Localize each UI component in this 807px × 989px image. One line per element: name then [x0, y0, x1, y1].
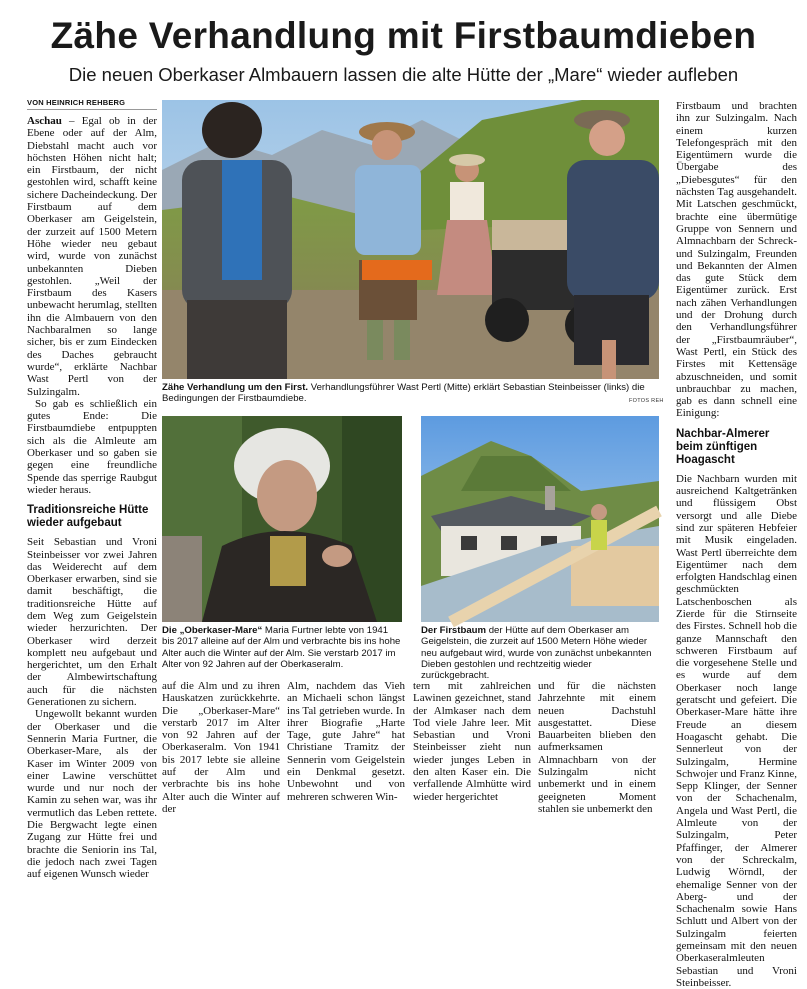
paragraph: Die Nachbarn wurden mit ausreichend Kaltgetränken und flüssigem Obst versorgt und alle Diebe sind zur späteren Hebfeier mit Musik eingeladen. Wast Pertl überreichte dem Eigentümer nach dem erfolgten Handschlag einen geschmückten Latschenboschen als Zierde für die Stirnseite des Firstes. Schnell hob die ganze Mannschaft den schweren Firstbaum auf die vorgesehene Stelle und es wurde auf dem Oberkaser noch lange geratscht und gefeiert. Die Oberkaser-Mare hätte ihre Freude an diesem Hoagascht gehabt. Die Sennerleut von der Sulzingalm, Hermine Schwojer und Franz Kinne, Sepp Klinger, der Senner von der Schachenalm, Angela und Wast Pertl, die Almleute von der Sulzingalm, Peter Pfaffinger, der Almerer von der Schreckalm, Ludwig Wörndl, der ehemalige Senner von der Aberg- und der Schachenalm sowie Hans Schlutt und Albert von der Sulzingalm feierten gemeinsam mit den neuen Oberkaseralmleuten Sebastian und Vroni Steinbeisser.: [676, 472, 797, 989]
photo-oberkaser-mare-image: [162, 416, 402, 622]
photo-oberkaser-hut: [421, 416, 659, 622]
subheadline: Die neuen Oberkaser Almbauern lassen die alte Hütte der „Mare“ wieder aufleben: [68, 64, 739, 85]
photo-oberkaser-mare: [162, 416, 402, 622]
photo-negotiation-image: [162, 100, 659, 379]
paragraph: So gab es schließlich ein gutes Ende: Die Firstbaumdiebe entpuppten sich als die Almleute am Oberkaser und so gaben sie gegen eine freundliche Spende das sperrige Raubgut wieder heraus.: [27, 397, 157, 496]
photo-oberkaser-hut-image: [421, 416, 659, 622]
article-column-1: [27, 115, 157, 881]
caption-lead: Zähe Verhandlung um den First.: [162, 382, 309, 393]
section-heading: Traditionsreiche Hütte wieder aufgebaut: [27, 504, 149, 530]
article-column-4: tern mit zahlreichen Lawinen gezeichnet, stand der Almkaser nach dem Tod viele Jahre leer. Mit Sebastian und Vroni Steinbeisser zieht nun wieder junges Leben in den alten Kaser ein. Die verfallende Almhütte wird wieder hergerichtet: [413, 680, 531, 803]
photo-oberkaser-hut-caption: [421, 625, 659, 681]
photo-credit: FOTOS REH: [629, 398, 664, 404]
caption-text: Verhandlungsführer Wast Pertl (Mitte) erklärt Sebastian Steinbeisser (links) die Bedingungen der Firstbaumdiebe.: [162, 382, 645, 405]
photo-negotiation-caption: [162, 382, 657, 405]
photo-oberkaser-mare-caption: [162, 625, 402, 670]
dateline: Aschau: [27, 115, 62, 127]
article-column-5: und für die nächsten Jahrzehnte mit einem neuen Dachstuhl ausgestattet. Diese Bauarbeiten blieben den aufmerksamen Almnachbarn von der Sulzingalm nicht unbemerkt und in einem geeigneten Moment stahlen sie unbemerkt den: [538, 680, 656, 815]
caption-text: der Hütte auf dem Oberkaser am Geigelstein, die zurzeit auf 1500 Metern Höhe wieder neu aufgebaut wird, wurde von zunächst unbekannten Dieben gestohlen und rechtzeitig wieder zurückgebracht.: [421, 625, 652, 682]
paragraph: Seit Sebastian und Vroni Steinbeisser vor zwei Jahren das Weiderecht auf dem Oberkaser erwarben, sind sie damit beschäftigt, die traditionsreiche Hütte auf dem Weg zum Geigelstein wieder herzurichten. Der Oberkaser wird derzeit komplett neu aufgebaut und hergerichtet, um den Erhalt der Almbewirtschaftung auch für die nächsten Generationen zu sichern.: [27, 536, 157, 709]
paragraph: Ungewollt bekannt wurden der Oberkaser und die Sennerin Maria Furtner, die Oberkaser-Mare, als der Kaser im Winter 2009 von einer Lawine verschüttet wurde und nur noch der Kamin zu sehen war, was ihr vermutlich das Leben rettete. Die Bergwacht legte einen Zugang zur Hütte frei und brachte die Seniorin ins Tal, die jedoch nach zwei Tagen auf eigenen Wunsch wieder: [27, 708, 157, 881]
caption-lead: Der Firstbaum: [421, 625, 487, 636]
section-heading: Nachbar-Almerer beim zünftigen Hoagascht: [676, 427, 770, 466]
paragraph: – Egal ob in der Ebene oder auf der Alm, Diebstahl macht auch vor höchsten Höhen nicht halt; ein Firstbaum, der nicht gestohlen wird, schafft keine sichere Dacheindeckung. Der Firstbaum auf dem Oberkaser am Geigelstein, der zurzeit auf 1500 Metern Höhe wieder neu gebaut wird, wurde von zunächst unbekannten Dieben gestohlen. „Weil der Firstbaum des Kasers unbewacht herumlag, stellten ihn die Almbauern von den Nachbaralmen so lange sicher, bis er zum Eindecken des Daches gebraucht wurde“, erklärte Nachbar Wast Pertl von der Sulzingalm.: [27, 115, 157, 398]
byline: VON HEINRICH REHBERG: [27, 98, 157, 110]
article-column-6: [676, 100, 797, 989]
article-column-2: auf die Alm und zu ihren Hauskatzen zurückkehrte. Die „Oberkaser-Mare“ verstarb 2017 im Alter von 92 Jahren auf der Oberkaseralm. Von 1941 bis 2017 lebte sie alleine auf der Alm und verbrachte bis ins hohe Alter auch die Winter auf der: [162, 680, 280, 815]
article-column-3: Alm, nachdem das Vieh an Michaeli schon längst ins Tal getrieben wurde. In ihrer Biografie „Harte Tage, gute Jahre“ hat Christiane Tramitz der Sennerin vom Geigelstein ein Denkmal gesetzt. Unbewohnt und von mehreren schweren Win-: [287, 680, 405, 803]
caption-text: Maria Furtner lebte von 1941 bis 2017 alleine auf der Alm und verbrachte bis ins hohe Alter auch die Winter auf der Alm. Sie verstarb 2017 im Alter von 92 Jahren auf der Oberkaseralm.: [162, 625, 401, 670]
photo-negotiation: [162, 100, 659, 379]
headline: Zähe Verhandlung mit Firstbaumdieben: [50, 15, 757, 56]
paragraph: Firstbaum und brachten ihn zur Sulzingalm. Nach einem kurzen Telefongespräch mit den Eigentümern wurde die Übergabe des „Diebesgutes“ für den nächsten Tag ausgehandelt. Mit Latschen geschmückt, brachte eine übermütige Gruppe von Sennern und Almnachbarn der Schreck- und Sulzingalm, Freunden und Bekannten der Almen das gute Stück dem Eigentümer zurück. Erst nach zähen Verhandlungen und der Drohung durch den Verhandlungsführer der „Firstbaumräuber“, Wast Pertl, ein Stück des Firstes mit Kettensäge abzuschneiden, und somit unbrauchbar zu machen, gab es dann schnell eine Einigung:: [676, 100, 797, 420]
caption-lead: Die „Oberkaser-Mare“: [162, 625, 263, 636]
